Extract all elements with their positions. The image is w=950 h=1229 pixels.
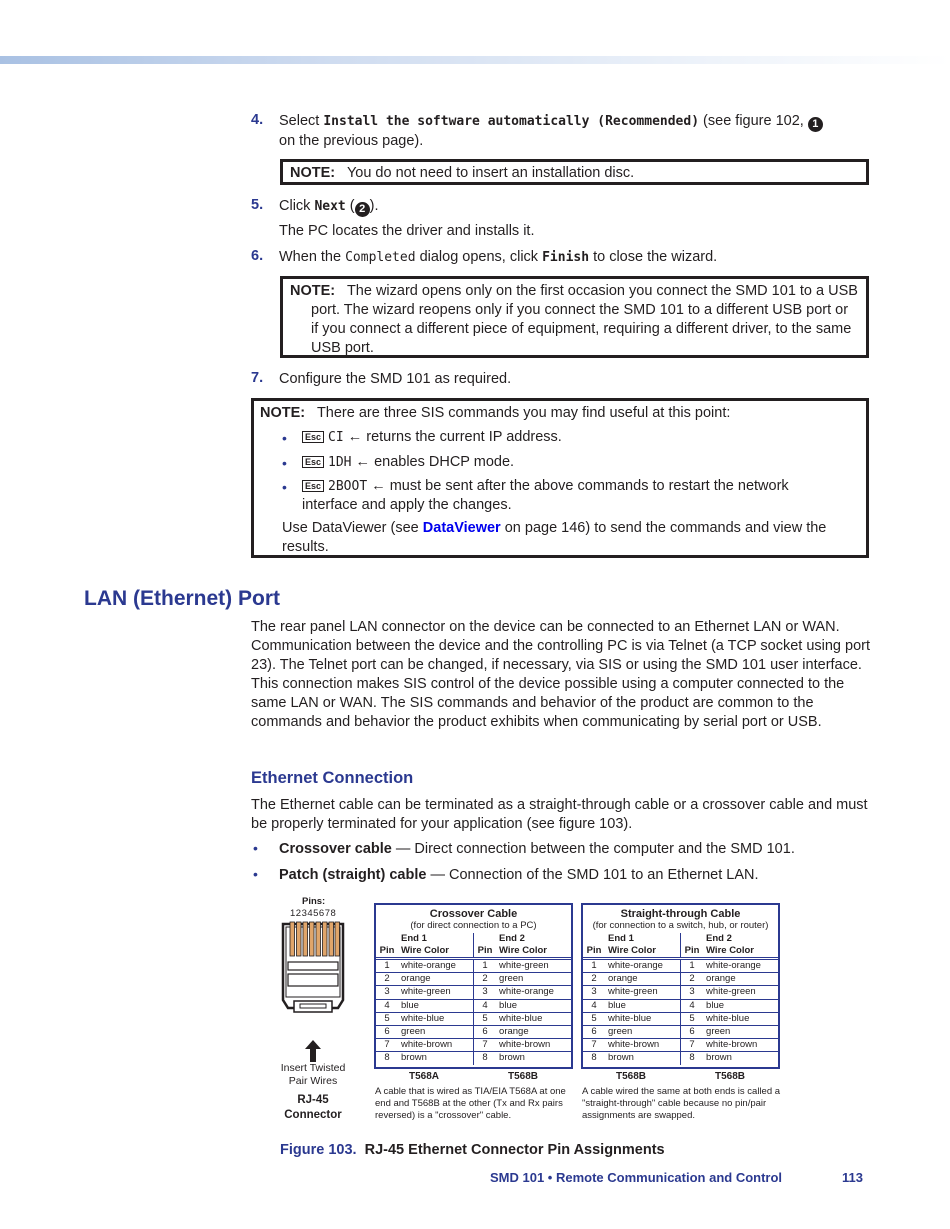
table-header-row: [376, 933, 571, 945]
end-2-header: End 2: [499, 933, 525, 944]
note-3-intro: There are three SIS commands you may find useful at this point:: [316, 405, 731, 421]
table-row: [583, 1039, 778, 1052]
table-subtitle: (for connection to a switch, hub, or router): [592, 920, 769, 931]
end-1-header: End 1: [608, 933, 634, 944]
pin-header: Pin: [583, 945, 605, 959]
command-description: returns the current IP address.: [366, 429, 562, 445]
table-row: [376, 973, 571, 986]
step-number: 6.: [251, 248, 264, 264]
insert-line2: Pair Wires: [288, 1075, 338, 1087]
step-number: 7.: [251, 370, 264, 386]
wire-color-cell: green: [496, 973, 571, 986]
wire-color-cell: white-brown: [703, 1039, 778, 1052]
rj45-label: RJ-45: [297, 1094, 329, 1106]
wire-color-cell: white-blue: [703, 1012, 778, 1025]
note-3-use-dataviewer: [282, 519, 862, 557]
crossover-end1-standard: T568A: [408, 1071, 439, 1082]
pin-cell: 3: [681, 986, 704, 999]
step-5-subtext: The PC locates the driver and installs it.: [279, 223, 535, 239]
pin-table: [583, 933, 778, 1065]
enter-arrow-icon: ←: [347, 429, 363, 445]
bullet-term: Crossover cable: [279, 841, 392, 857]
wire-color-cell: brown: [605, 1052, 681, 1065]
table-row: [376, 999, 571, 1012]
note-label: NOTE:: [290, 283, 336, 299]
note-box-3: [251, 398, 869, 558]
esc-key-icon: Esc: [302, 480, 324, 492]
bullet-icon: •: [282, 430, 287, 446]
use-post: on page 146) to send the commands and view the results.: [282, 520, 827, 555]
command-code: 1DH: [328, 455, 352, 470]
bullet-desc: — Connection of the SMD 101 to an Ethernet LAN.: [426, 867, 759, 883]
pins-label: Pins:: [302, 896, 326, 907]
insert-caption: [278, 1062, 348, 1088]
table-row: [376, 959, 571, 973]
pin-cell: 3: [474, 986, 497, 999]
note-label: NOTE:: [260, 405, 306, 421]
wire-color-cell: orange: [398, 973, 474, 986]
wire-color-cell: green: [605, 1026, 681, 1039]
rj45-caption: [278, 1093, 348, 1123]
step-number: 5.: [251, 197, 264, 213]
note-label: NOTE:: [290, 165, 336, 181]
wire-color-cell: white-orange: [496, 986, 571, 999]
step-5-code: Next: [314, 199, 346, 214]
pin-cell: 1: [376, 959, 398, 973]
bullet-desc: — Direct connection between the computer and the SMD 101.: [391, 841, 795, 857]
pin-cell: 4: [474, 999, 497, 1012]
pin-cell: 2: [474, 973, 497, 986]
pin-cell: 6: [681, 1026, 704, 1039]
table-row: [376, 1039, 571, 1052]
lan-paragraph: The rear panel LAN connector on the device can be connected to an Ethernet LAN or WAN. Communication between the device and the controlling PC is via Telnet (a TCP socket using port 23). The Telnet port can be changed, if necessary, via SIS or using the SMD 101 user interface. This connection makes SIS control of the device possible using a computer connected to the same LAN or WAN. The SIS commands and behavior of the product are common to the commands and behavior the product exhibits when communicating by serial port or USB.: [251, 619, 871, 730]
wire-color-cell: orange: [496, 1026, 571, 1039]
step-5-paren: (: [345, 198, 355, 214]
wire-color-cell: blue: [605, 999, 681, 1012]
straight-end2-standard: T568B: [714, 1071, 745, 1082]
straight-caption: A cable wired the same at both ends is called a "straight-through" cable because no pin/pair assignments are swapped.: [582, 1086, 781, 1121]
page-number: 113: [842, 1170, 863, 1185]
subsection-title: Ethernet Connection: [251, 769, 414, 787]
command-code: 2BOOT: [328, 479, 368, 494]
step-4-text: [279, 112, 869, 151]
wire-color-cell: orange: [605, 973, 681, 986]
step-6-mid: dialog opens, click: [415, 249, 543, 265]
insert-line1: Insert Twisted: [280, 1062, 346, 1074]
command-description: enables DHCP mode.: [374, 454, 515, 470]
wire-color-cell: white-brown: [398, 1039, 474, 1052]
wire-color-cell: brown: [496, 1052, 571, 1065]
table-row: [376, 1026, 571, 1039]
bullet-icon: •: [253, 866, 258, 882]
wire-color-cell: white-brown: [605, 1039, 681, 1052]
pin-cell: 7: [376, 1039, 398, 1052]
bullet-icon: •: [282, 479, 287, 495]
section-title: LAN (Ethernet) Port: [84, 587, 280, 610]
pin-cell: 6: [474, 1026, 497, 1039]
step-5-text: [279, 197, 869, 217]
pin-cell: 1: [681, 959, 704, 973]
note-2-text: The wizard opens only on the first occasion you connect the SMD 101 to a USB port. The wizard reopens only if you connect the SMD 101 to a different USB port or if you connect a different piece of equipment, requiring a different driver, to the same USB port.: [311, 283, 858, 356]
wire-color-cell: white-green: [398, 986, 474, 999]
pin-cell: 6: [583, 1026, 605, 1039]
rj45-connector-icon: [280, 918, 346, 1043]
table-row: [583, 973, 778, 986]
table-row: [376, 986, 571, 999]
end-1-header: End 1: [401, 933, 427, 944]
pin-cell: 8: [474, 1052, 497, 1065]
step-6-pre: When the: [279, 249, 346, 265]
pin-cell: 7: [681, 1039, 704, 1052]
crossover-end2-standard: T568B: [507, 1071, 538, 1082]
wire-color-header: Wire Color: [605, 945, 681, 959]
figure-title: RJ-45 Ethernet Connector Pin Assignments: [364, 1142, 665, 1158]
pin-cell: 1: [583, 959, 605, 973]
crossover-caption: A cable that is wired as TIA/EIA T568A at one end and T568B at the other (Tx and Rx pairs reversed) is a "crossover" cable.: [375, 1086, 566, 1121]
straight-end1-standard: T568B: [615, 1071, 646, 1082]
table-row: [583, 1026, 778, 1039]
table-header-row: [376, 945, 571, 959]
bullet-patch: [279, 866, 759, 885]
wire-color-cell: blue: [398, 999, 474, 1012]
wire-color-cell: white-green: [605, 986, 681, 999]
wire-color-cell: white-orange: [398, 959, 474, 973]
wire-color-cell: white-green: [496, 959, 571, 973]
note-box-1: [280, 159, 869, 185]
enter-arrow-icon: ←: [371, 478, 386, 494]
wire-color-cell: white-blue: [605, 1012, 681, 1025]
table-row: [376, 1052, 571, 1065]
insert-arrow-icon: [304, 1040, 322, 1062]
figure-number: Figure 103.: [280, 1142, 357, 1158]
note-1-text: You do not need to insert an installation disc.: [346, 165, 635, 181]
command-code: CI: [328, 430, 344, 445]
step-6-post: to close the wizard.: [589, 249, 718, 265]
table-row: [583, 1012, 778, 1025]
callout-1-icon: 1: [808, 117, 823, 132]
table-row: [583, 999, 778, 1012]
pin-cell: 5: [583, 1012, 605, 1025]
wire-color-cell: white-green: [703, 986, 778, 999]
table-header-row: [583, 933, 778, 945]
step-4-post2: on the previous page).: [279, 133, 424, 149]
wire-color-cell: green: [398, 1026, 474, 1039]
sis-command-ci: [302, 428, 562, 447]
table-row: [376, 1012, 571, 1025]
figure-caption: [280, 1142, 665, 1158]
step-6-code1: Completed: [345, 250, 416, 265]
pin-cell: 5: [376, 1012, 398, 1025]
pin-header: Pin: [681, 945, 704, 959]
table-row: [583, 986, 778, 999]
step-4-code: Install the software automatically (Recommended): [323, 114, 700, 129]
pin-cell: 7: [583, 1039, 605, 1052]
wire-color-cell: white-blue: [496, 1012, 571, 1025]
ethernet-paragraph: The Ethernet cable can be terminated as a straight-through cable or a crossover cable and must be properly terminated for your application (see figure 103).: [251, 797, 868, 832]
callout-2-icon: 2: [355, 202, 370, 217]
pin-cell: 3: [376, 986, 398, 999]
wire-color-cell: orange: [703, 973, 778, 986]
pin-cell: 1: [474, 959, 497, 973]
table-title: Straight-through Cable: [620, 908, 741, 920]
enter-arrow-icon: ←: [355, 454, 371, 470]
pin-cell: 5: [681, 1012, 704, 1025]
esc-key-icon: Esc: [302, 431, 324, 443]
table-row: [583, 959, 778, 973]
sis-command-boot: [302, 477, 842, 515]
step-5-paren-close: ).: [369, 198, 379, 214]
pin-header: Pin: [474, 945, 497, 959]
command-description: must be sent after the above commands to restart the network interface and apply the changes.: [302, 478, 789, 513]
pin-cell: 4: [583, 999, 605, 1012]
bullet-icon: •: [282, 455, 287, 471]
pin-cell: 7: [474, 1039, 497, 1052]
pin-cell: 8: [583, 1052, 605, 1065]
step-6-text: [279, 248, 869, 267]
wire-color-header: Wire Color: [398, 945, 474, 959]
esc-key-icon: Esc: [302, 456, 324, 468]
header-gradient-bar: [0, 56, 950, 64]
wire-color-cell: blue: [496, 999, 571, 1012]
pin-header: Pin: [376, 945, 398, 959]
step-7-text: Configure the SMD 101 as required.: [279, 371, 512, 387]
pin-cell: 4: [681, 999, 704, 1012]
step-number: 4.: [251, 112, 264, 128]
wire-color-cell: blue: [703, 999, 778, 1012]
wire-color-cell: white-brown: [496, 1039, 571, 1052]
end-2-header: End 2: [706, 933, 732, 944]
sis-command-dhcp: [302, 453, 514, 472]
pin-cell: 2: [583, 973, 605, 986]
use-pre: Use DataViewer (see: [282, 520, 423, 536]
step-4-post: (see figure 102,: [699, 113, 808, 129]
dataviewer-link[interactable]: DataViewer: [422, 520, 501, 536]
step-5-pre: Click: [279, 198, 315, 214]
pin-cell: 6: [376, 1026, 398, 1039]
bullet-icon: •: [253, 840, 258, 856]
footer-text: SMD 101 • Remote Communication and Control: [490, 1170, 783, 1185]
connector-label: Connector: [284, 1109, 342, 1121]
step-6-code2: Finish: [542, 250, 590, 265]
pin-cell: 2: [376, 973, 398, 986]
straight-cable-table: [581, 903, 780, 1069]
pin-cell: 4: [376, 999, 398, 1012]
pin-cell: 5: [474, 1012, 497, 1025]
wire-color-cell: white-orange: [703, 959, 778, 973]
bullet-crossover: [279, 840, 795, 859]
wire-color-cell: brown: [703, 1052, 778, 1065]
wire-color-cell: brown: [398, 1052, 474, 1065]
wire-color-header: Wire Color: [703, 945, 778, 959]
note-box-2: [280, 276, 869, 358]
step-4-pre: Select: [279, 113, 324, 129]
wire-color-cell: green: [703, 1026, 778, 1039]
table-title: Crossover Cable: [429, 908, 518, 920]
pin-cell: 2: [681, 973, 704, 986]
wire-color-header: Wire Color: [496, 945, 571, 959]
table-header-row: [583, 945, 778, 959]
crossover-cable-table: [374, 903, 573, 1069]
wire-color-cell: white-orange: [605, 959, 681, 973]
table-subtitle: (for direct connection to a PC): [410, 920, 537, 931]
pin-cell: 8: [376, 1052, 398, 1065]
wire-color-cell: white-blue: [398, 1012, 474, 1025]
pin-cell: 3: [583, 986, 605, 999]
pin-cell: 8: [681, 1052, 704, 1065]
pin-table: [376, 933, 571, 1065]
bullet-term: Patch (straight) cable: [279, 867, 427, 883]
pins-numbers: 12345678: [290, 908, 337, 919]
note-3-intro-line: [260, 404, 730, 423]
table-row: [583, 1052, 778, 1065]
